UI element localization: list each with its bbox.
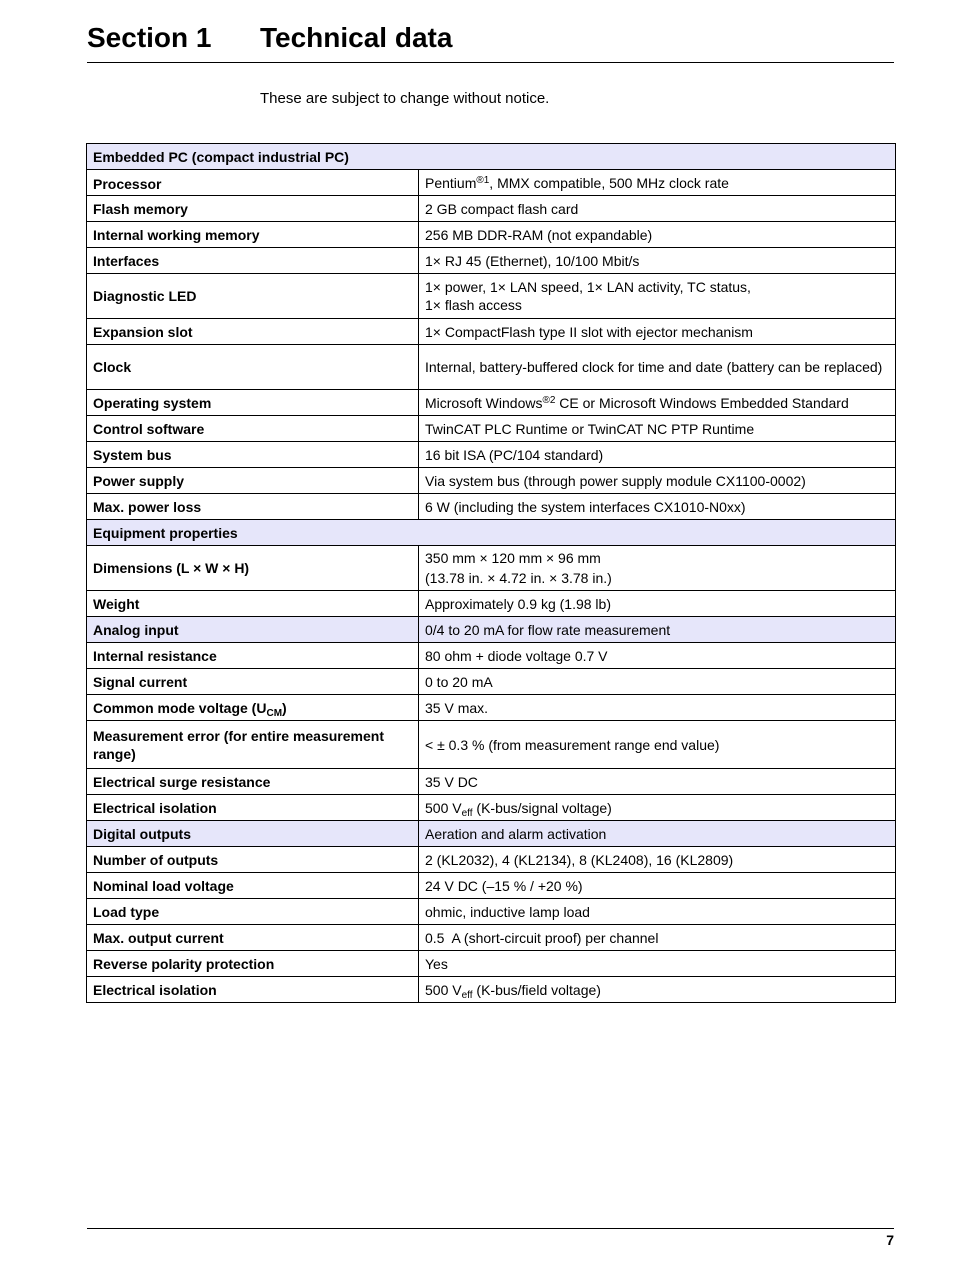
row-value-max-output-current: 0.5 A (short-circuit proof) per channel — [419, 925, 896, 951]
table-row — [87, 222, 896, 248]
section-header-embedded-pc: Embedded PC (compact industrial PC) — [87, 144, 896, 170]
row-value-max-power-loss: 6 W (including the system interfaces CX1010-N0xx) — [419, 494, 896, 520]
row-value-number-of-outputs: 2 (KL2032), 4 (KL2134), 8 (KL2408), 16 (KL2809) — [419, 847, 896, 873]
row-value-reverse-polarity-protection: Yes — [419, 951, 896, 977]
row-label-max-power-loss: Max. power loss — [87, 494, 419, 520]
row-value-expansion-slot: 1× CompactFlash type II slot with ejector mechanism — [419, 319, 896, 345]
table-row — [87, 669, 896, 695]
table-section-header — [87, 144, 896, 170]
row-label-flash-memory: Flash memory — [87, 196, 419, 222]
table-row — [87, 951, 896, 977]
row-value-diagnostic-led: 1× power, 1× LAN speed, 1× LAN activity, TC status, 1× flash access — [419, 274, 896, 319]
row-label-signal-current: Signal current — [87, 669, 419, 695]
table-row — [87, 248, 896, 274]
row-label-processor: Processor — [87, 170, 419, 196]
table-row — [87, 721, 896, 769]
technical-data-table — [86, 143, 896, 1003]
table-row — [87, 591, 896, 617]
table-row — [87, 546, 896, 591]
row-value-digital-electrical-isolation: 500 $V_{eff}$ (K-bus/field voltage) — [419, 977, 896, 1003]
row-value-processor: Pentium$^{®1}$, MMX compatible, 500 MHz clock rate — [419, 170, 896, 196]
row-value-nominal-load-voltage: 24 V DC (–15 % / +20 %) — [419, 873, 896, 899]
row-value-measurement-error: < ± 0.3 % (from measurement range end value) — [419, 721, 896, 769]
section-title: Technical data — [260, 22, 453, 53]
row-label-control-software: Control software — [87, 416, 419, 442]
row-value-flash-memory: 2 GB compact flash card — [419, 196, 896, 222]
table-row — [87, 643, 896, 669]
row-value-weight: Approximately 0.9 kg (1.98 lb) — [419, 591, 896, 617]
row-label-common-mode-voltage: Common mode voltage $(U_{CM})$ — [87, 695, 419, 721]
row-value-clock: Internal, battery-buffered clock for time and date (battery can be replaced) — [419, 345, 896, 390]
row-label-diagnostic-led: Diagnostic LED — [87, 274, 419, 319]
row-label-internal-working-memory: Internal working memory — [87, 222, 419, 248]
intro-text: These are subject to change without notice. — [260, 90, 550, 107]
row-label-reverse-polarity-protection: Reverse polarity protection — [87, 951, 419, 977]
table-row — [87, 274, 896, 319]
row-label-number-of-outputs: Number of outputs — [87, 847, 419, 873]
table-row — [87, 416, 896, 442]
table-row — [87, 494, 896, 520]
row-label-clock: Clock — [87, 345, 419, 390]
row-label-internal-resistance: Internal resistance — [87, 643, 419, 669]
row-value-internal-working-memory: 256 MB DDR-RAM (not expandable) — [419, 222, 896, 248]
row-label-max-output-current: Max. output current — [87, 925, 419, 951]
page-number: 7 — [886, 1232, 894, 1248]
row-value-power-supply: Via system bus (through power supply module CX1100-0002) — [419, 468, 896, 494]
row-label-electrical-surge-resistance: Electrical surge resistance — [87, 769, 419, 795]
row-label-weight: Weight — [87, 591, 419, 617]
table-row — [87, 170, 896, 196]
row-label-expansion-slot: Expansion slot — [87, 319, 419, 345]
table-row — [87, 977, 896, 1003]
row-value-common-mode-voltage: 35 V max. — [419, 695, 896, 721]
row-value-analog-electrical-isolation: 500 $V_{eff}$ (K-bus/signal voltage) — [419, 795, 896, 821]
row-label-dimensions: Dimensions (L × W × H) — [87, 546, 419, 591]
section-header-digital-outputs: Digital outputs — [87, 821, 419, 847]
row-label-interfaces: Interfaces — [87, 248, 419, 274]
row-value-control-software: TwinCAT PLC Runtime or TwinCAT NC PTP Runtime — [419, 416, 896, 442]
table-row — [87, 795, 896, 821]
row-label-operating-system: Operating system — [87, 390, 419, 416]
table-row — [87, 196, 896, 222]
footer-rule — [87, 1228, 894, 1229]
section-value-digital-outputs: Aeration and alarm activation — [419, 821, 896, 847]
table-row — [87, 847, 896, 873]
row-value-internal-resistance: 80 ohm + diode voltage 0.7 V — [419, 643, 896, 669]
table-row — [87, 345, 896, 390]
row-value-interfaces: 1× RJ 45 (Ethernet), 10/100 Mbit/s — [419, 248, 896, 274]
table-row — [87, 899, 896, 925]
table-section-header — [87, 520, 896, 546]
table-row — [87, 925, 896, 951]
section-header-analog-input: Analog input — [87, 617, 419, 643]
row-label-system-bus: System bus — [87, 442, 419, 468]
section-value-analog-input: 0/4 to 20 mA for flow rate measurement — [419, 617, 896, 643]
section-heading — [87, 19, 894, 63]
row-label-analog-electrical-isolation: Electrical isolation — [87, 795, 419, 821]
table-row — [87, 390, 896, 416]
table-row — [87, 769, 896, 795]
row-label-digital-electrical-isolation: Electrical isolation — [87, 977, 419, 1003]
row-value-dimensions: 350 mm × 120 mm × 96 mm (13.78 in. × 4.72 in. × 3.78 in.) — [419, 546, 896, 591]
table-row — [87, 873, 896, 899]
row-value-system-bus: 16 bit ISA (PC/104 standard) — [419, 442, 896, 468]
table-row — [87, 468, 896, 494]
row-label-nominal-load-voltage: Nominal load voltage — [87, 873, 419, 899]
table-row — [87, 442, 896, 468]
row-value-operating-system: Microsoft Windows$^{®2}$ CE or Microsoft Windows Embedded Standard — [419, 390, 896, 416]
row-label-measurement-error: Measurement error (for entire measurement range) — [87, 721, 419, 769]
section-header-equipment-properties: Equipment properties — [87, 520, 896, 546]
row-value-signal-current: 0 to 20 mA — [419, 669, 896, 695]
row-value-load-type: ohmic, inductive lamp load — [419, 899, 896, 925]
row-label-load-type: Load type — [87, 899, 419, 925]
row-value-electrical-surge-resistance: 35 V DC — [419, 769, 896, 795]
table-row — [87, 695, 896, 721]
table-row — [87, 319, 896, 345]
table-section-header — [87, 617, 896, 643]
row-label-power-supply: Power supply — [87, 468, 419, 494]
table-section-header — [87, 821, 896, 847]
section-number: Section 1 — [87, 22, 212, 53]
